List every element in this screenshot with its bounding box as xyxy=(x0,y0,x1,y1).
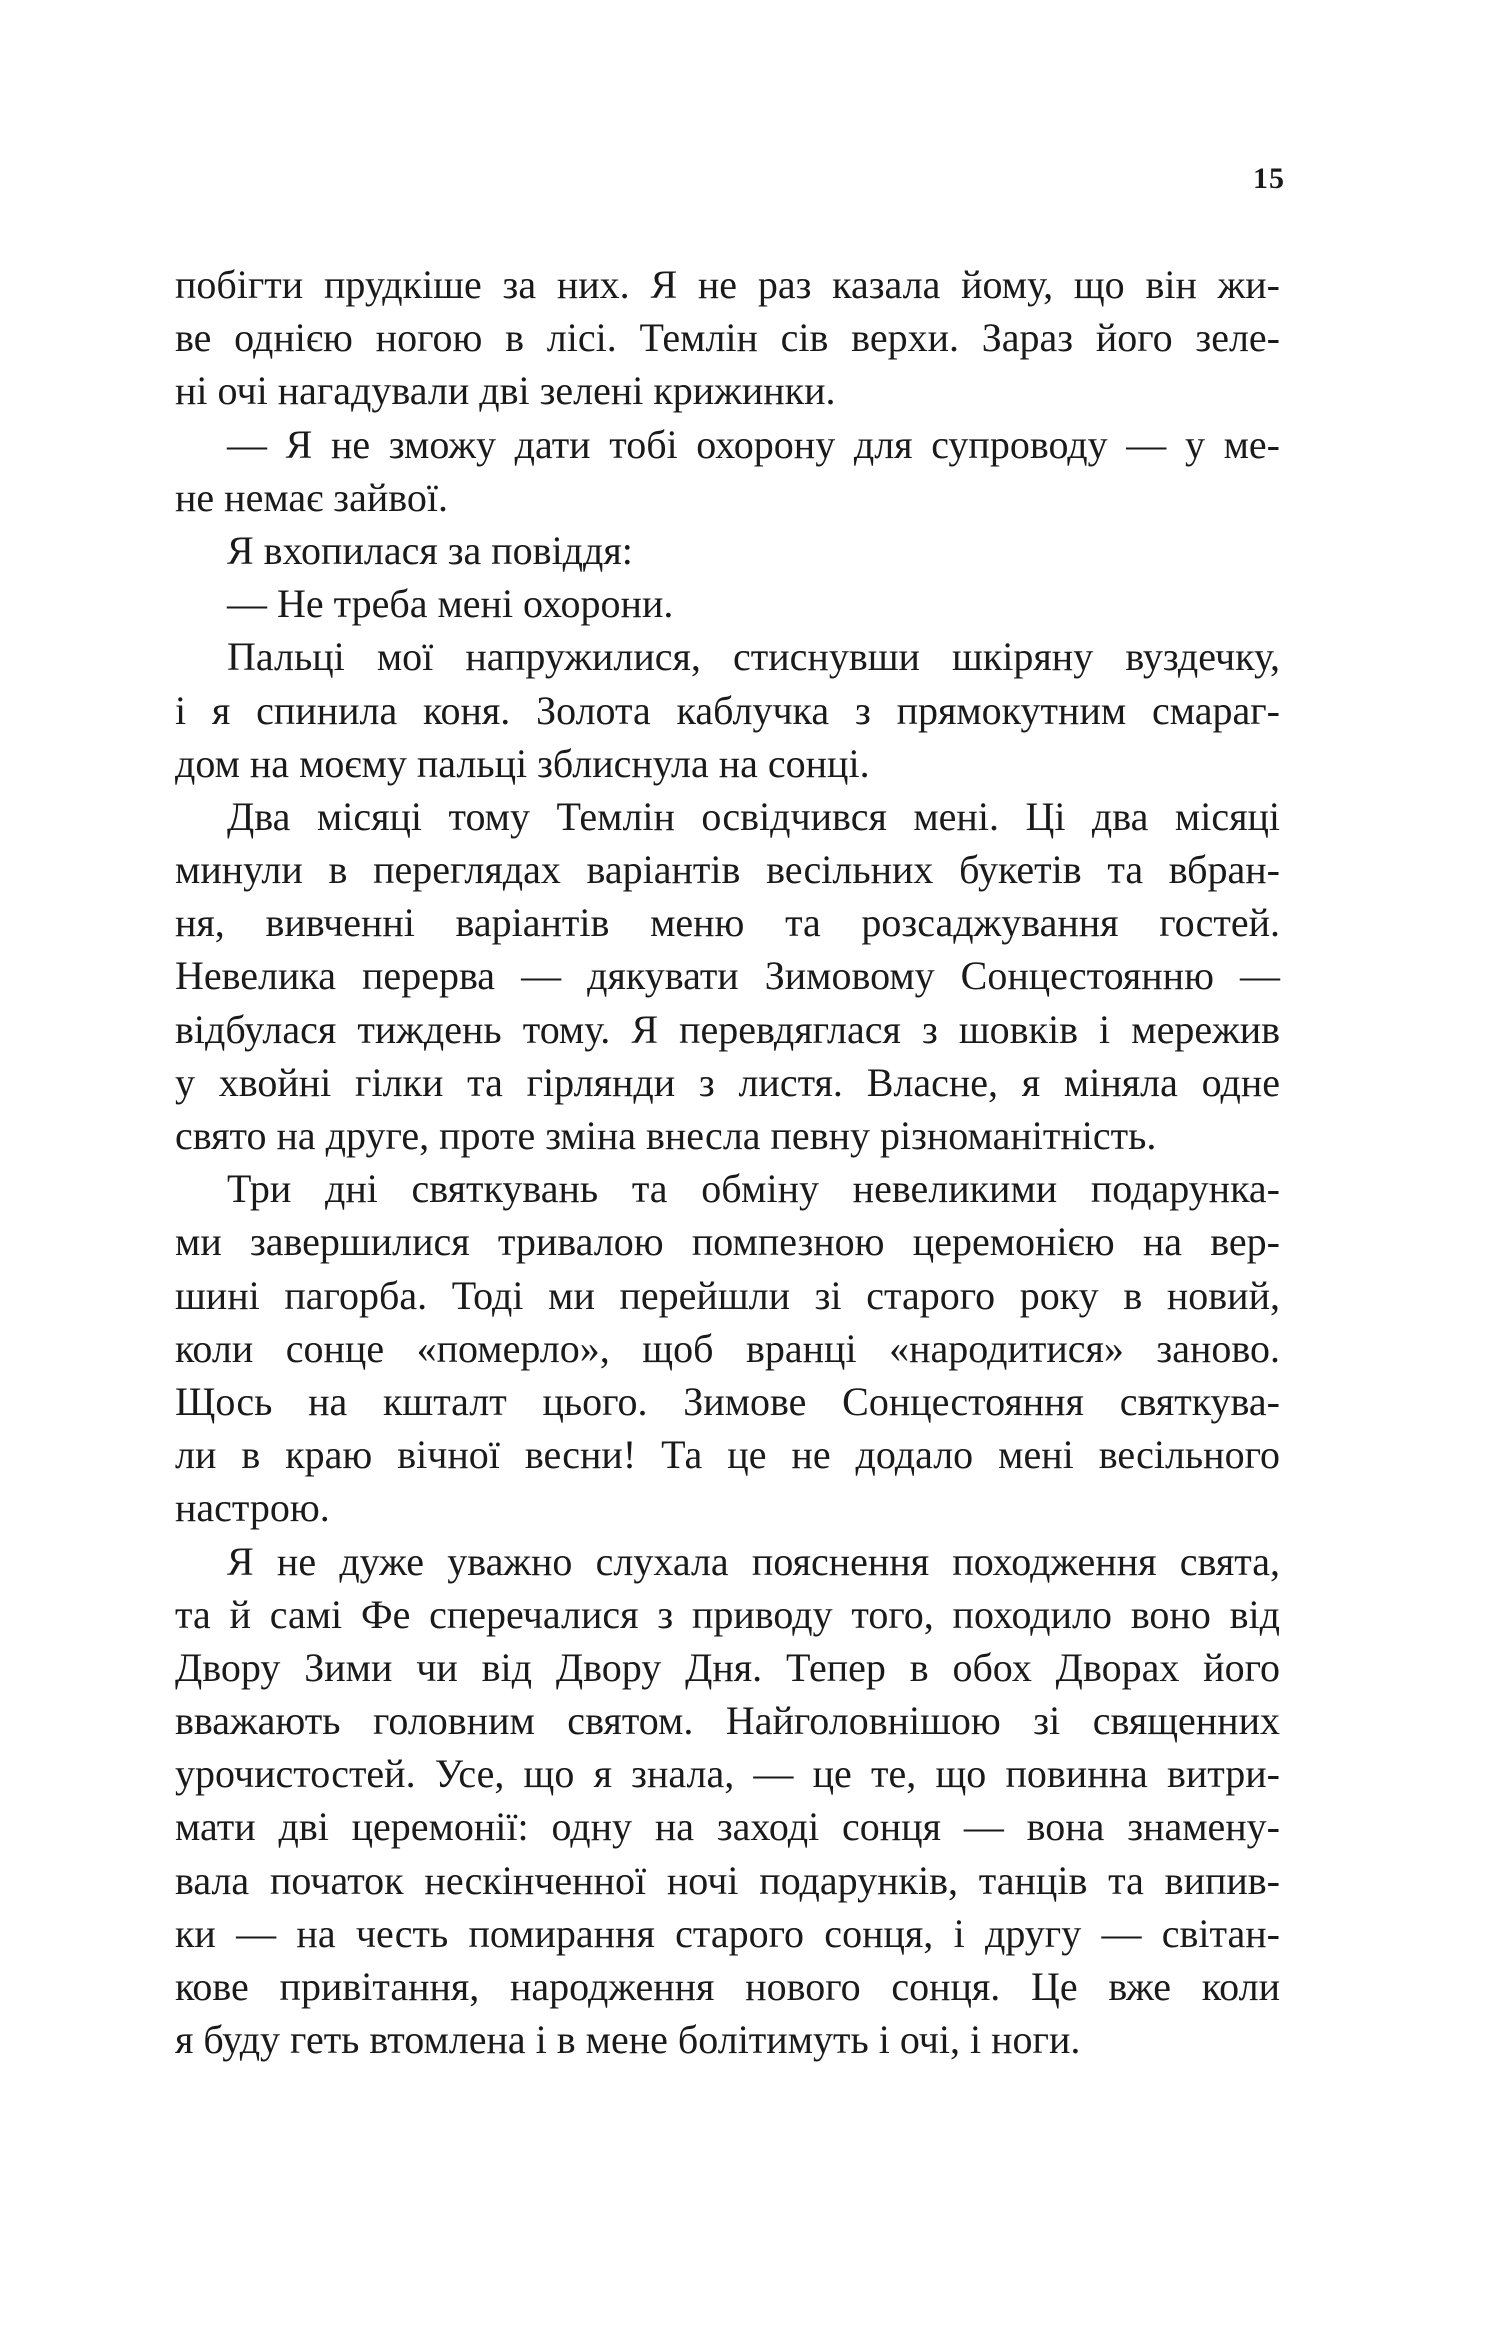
text-line: Пальці мої напружилися, стиснувши шкіряну вуздечку, xyxy=(227,634,1280,680)
page-number: 15 xyxy=(1253,162,1285,195)
text-line: минули в переглядах варіантів весільних букетів та вбран- xyxy=(175,847,1280,893)
text-line: ня, вивченні варіантів меню та розсаджування гостей. xyxy=(175,900,1280,946)
text-line: Щось на кшталт цього. Зимове Сонцестояння святкува- xyxy=(175,1378,1280,1424)
text-line: настрою. xyxy=(175,1485,330,1531)
text-line: Двору Зими чи від Двору Дня. Тепер в обох Дворах його xyxy=(175,1644,1280,1690)
text-line: Невелика перерва — дякувати Зимовому Сонцестоянню — xyxy=(175,953,1280,999)
body-text xyxy=(175,258,1280,2066)
text-line: кове привітання, народження нового сонця. Це вже коли xyxy=(175,1964,1280,2009)
text-line: Три дні святкувань та обміну невеликими подарунка- xyxy=(227,1166,1280,1212)
text-line: мати дві церемонії: одну на заході сонця — вона знамену- xyxy=(175,1804,1280,1850)
text-line: вважають головним святом. Найголовнішою зі священних xyxy=(175,1698,1280,1744)
text-line: коли сонце «померло», щоб вранці «народитися» заново. xyxy=(175,1325,1280,1371)
text-line: вала початок нескінченної ночі подарунків, танців та випив- xyxy=(175,1857,1280,1903)
text-line: ли в краю вічної весни! Та це не додало мені весільного xyxy=(175,1432,1280,1478)
text-line: і я спинила коня. Золота каблучка з прямокутним смараг- xyxy=(175,687,1280,733)
text-line: — Не треба мені охорони. xyxy=(227,581,674,627)
text-line: Я вхопилася за повіддя: xyxy=(227,527,633,573)
text-line: ні очі нагадували дві зелені крижинки. xyxy=(175,368,836,414)
text-line: шині пагорба. Тоді ми перейшли зі старого року в новий, xyxy=(175,1272,1280,1318)
text-line: дом на моєму пальці зблиснула на сонці. xyxy=(175,740,870,786)
text-line: ки — на честь помирання старого сонця, і другу — світан- xyxy=(175,1910,1280,1956)
text-line: ми завершилися тривалою помпезною церемонією на вер- xyxy=(175,1219,1280,1265)
text-line: свято на друге, проте зміна внесла певну різноманітність. xyxy=(175,1113,1157,1158)
text-line: не немає зайвої. xyxy=(175,474,448,520)
text-line: побігти прудкіше за них. Я не раз казала йому, що він жи- xyxy=(175,262,1280,307)
text-line: у хвойні гілки та гірлянди з листя. Власне, я міняла одне xyxy=(175,1059,1280,1105)
text-line: — Я не зможу дати тобі охорону для супроводу — у ме- xyxy=(227,421,1280,467)
text-line: відбулася тиждень тому. Я перевдяглася з шовків і мережив xyxy=(175,1006,1280,1052)
text-line: ве однією ногою в лісі. Темлін сів верхи. Зараз його зеле- xyxy=(175,315,1280,361)
text-line: Я не дуже уважно слухала пояснення походження свята, xyxy=(227,1538,1280,1584)
text-line: та й самі Фе сперечалися з приводу того, походило воно від xyxy=(175,1591,1280,1637)
text-line: урочистостей. Усе, що я знала, — це те, що повинна витри- xyxy=(175,1751,1280,1797)
text-line: Два місяці тому Темлін освідчився мені. Ці два місяці xyxy=(227,793,1280,839)
text-line: я буду геть втомлена і в мене болітимуть і очі, і ноги. xyxy=(175,2017,1081,2063)
